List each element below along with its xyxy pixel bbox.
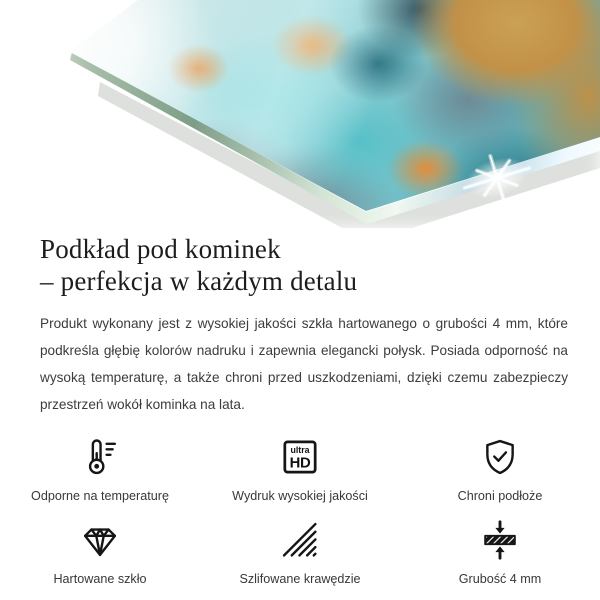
features-grid (0, 433, 600, 587)
feature-label: Szlifowane krawędzie (239, 572, 361, 586)
ultra-hd-icon (278, 433, 322, 481)
feature-protects-floor (400, 433, 600, 504)
feature-label: Wydruk wysokiej jakości (232, 489, 368, 503)
thickness-4mm-icon (478, 516, 522, 564)
feature-label: Chroni podłoże (457, 489, 543, 503)
feature-label: Odporne na temperaturę (31, 489, 169, 503)
feature-label: Hartowane szkło (53, 572, 147, 586)
feature-polished-edges (200, 516, 400, 587)
feature-label: Grubość 4 mm (458, 572, 542, 586)
product-description: Produkt wykonany jest z wysokiej jakości szkła hartowanego o grubości 4 mm, które podkreśla głębię kolorów nadruku i zapewnia elegancki połysk. Posiada odporność na wysoką temperaturę, a także chroni przed uszkodzeniami, dzięki czemu zabezpieczy przestrzeń wokół kominka na lata. (40, 316, 568, 412)
diamond-icon (78, 516, 122, 564)
polished-edges-icon (278, 516, 322, 564)
page-title (0, 234, 600, 297)
shield-check-icon (478, 433, 522, 481)
thermometer-icon (78, 433, 122, 481)
feature-tempered-glass (0, 516, 200, 587)
page-title-line1: Podkład pod kominek (40, 234, 281, 264)
page-title-line2: – perfekcja w każdym detalu (40, 265, 358, 296)
feature-temperature-resistant (0, 433, 200, 504)
product-photo (0, 0, 600, 228)
ultra-hd-badge-top: ultra (290, 445, 310, 456)
ultra-hd-badge-bottom: HD (289, 455, 311, 472)
feature-print-quality (200, 433, 400, 504)
feature-thickness-4mm (400, 516, 600, 587)
